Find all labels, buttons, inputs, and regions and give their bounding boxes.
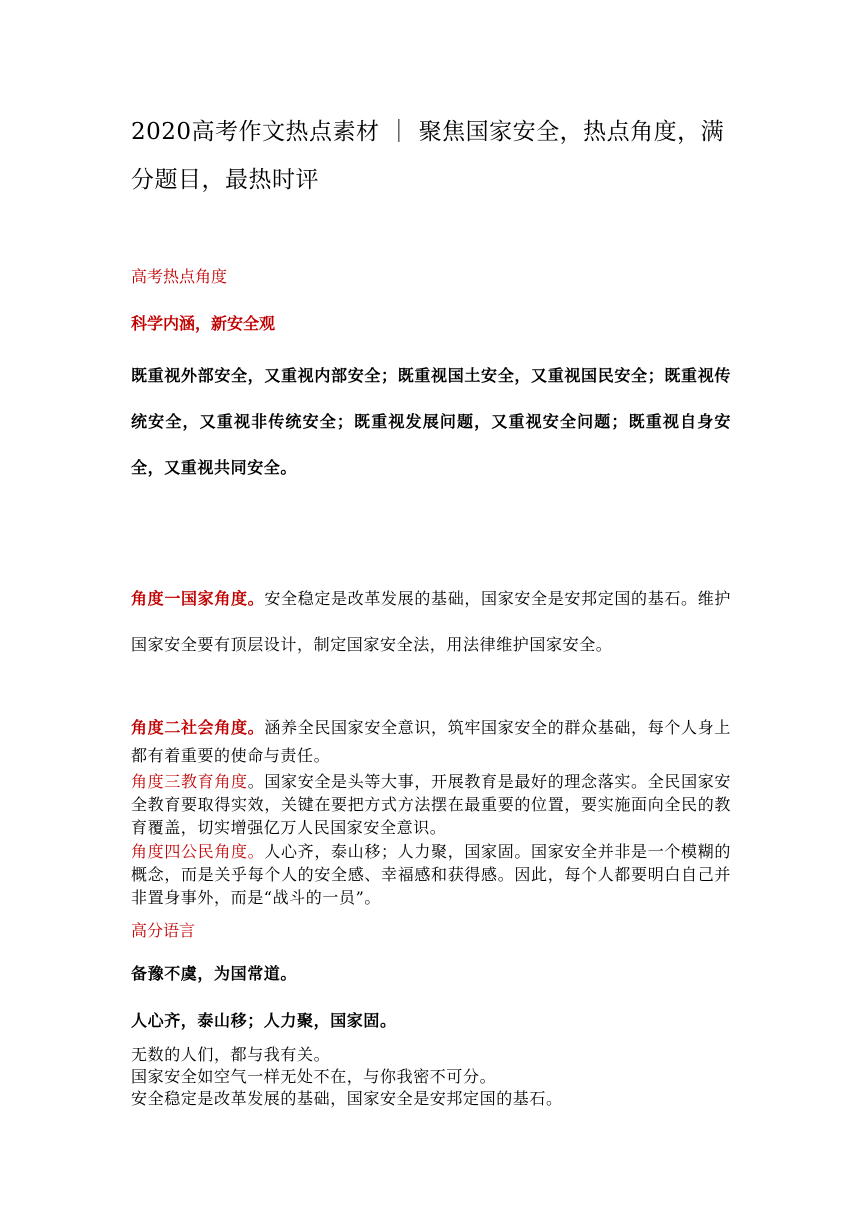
section-heading-angles: 高考热点角度 (131, 267, 228, 286)
quote-line-4: 国家安全如空气一样无处不在，与你我密不可分。 (131, 1067, 497, 1086)
angle-three-label: 角度三教育角度 (131, 772, 248, 791)
quote-line-5: 安全稳定是改革发展的基础，国家安全是安邦定国的基石。 (131, 1089, 563, 1108)
angle-four-label: 角度四公民角度。 (131, 842, 265, 861)
section-heading-language: 高分语言 (131, 921, 196, 940)
document-title: 2020高考作文热点素材 ｜ 聚焦国家安全，热点角度，满分题目，最热时评 (131, 119, 725, 193)
angle-one-text: 安全稳定是改革发展的基础，国家安全是安邦定国的基石。维护国家安全要有顶层设计，制定国家安全法，用法律维护国家安全。 (131, 589, 731, 654)
angle-one-paragraph (131, 576, 731, 668)
subsection-heading-new-security: 科学内涵，新安全观 (131, 314, 276, 333)
quote-line-1: 备豫不虞，为国常道。 (131, 964, 298, 983)
angle-two-label: 角度二社会角度。 (131, 718, 265, 737)
angle-three-paragraph (131, 770, 731, 839)
angle-three-text: 。国家安全是头等大事，开展教育是最好的理念落实。全民国家安全教育要取得实效，关键在要把方式方法摆在最重要的位置，要实施面向全民的教育覆盖，切实增强亿万人民国家安全意识。 (131, 772, 732, 837)
quote-line-3: 无数的人们，都与我有关。 (131, 1045, 331, 1064)
angle-four-text: 人心齐，泰山移；人力聚，国家固。国家安全并非是一个模糊的概念，而是关乎每个人的安全感、幸福感和获得感。因此，每个人都要明白自己并非置身事外，而是“战斗的一员”。 (131, 842, 731, 907)
angle-two-paragraph (131, 714, 731, 770)
angle-four-paragraph (131, 840, 731, 909)
new-security-paragraph: 既重视外部安全，又重视内部安全；既重视国土安全，又重视国民安全；既重视传统安全，又重视非传统安全；既重视发展问题，又重视安全问题；既重视自身安全，又重视共同安全。 (131, 366, 731, 477)
quote-line-2: 人心齐，泰山移；人力聚，国家固。 (131, 1011, 397, 1030)
angle-one-label: 角度一国家角度。 (131, 589, 265, 608)
angle-two-text: 涵养全民国家安全意识，筑牢国家安全的群众基础，每个人身上都有着重要的使命与责任。 (131, 718, 731, 765)
